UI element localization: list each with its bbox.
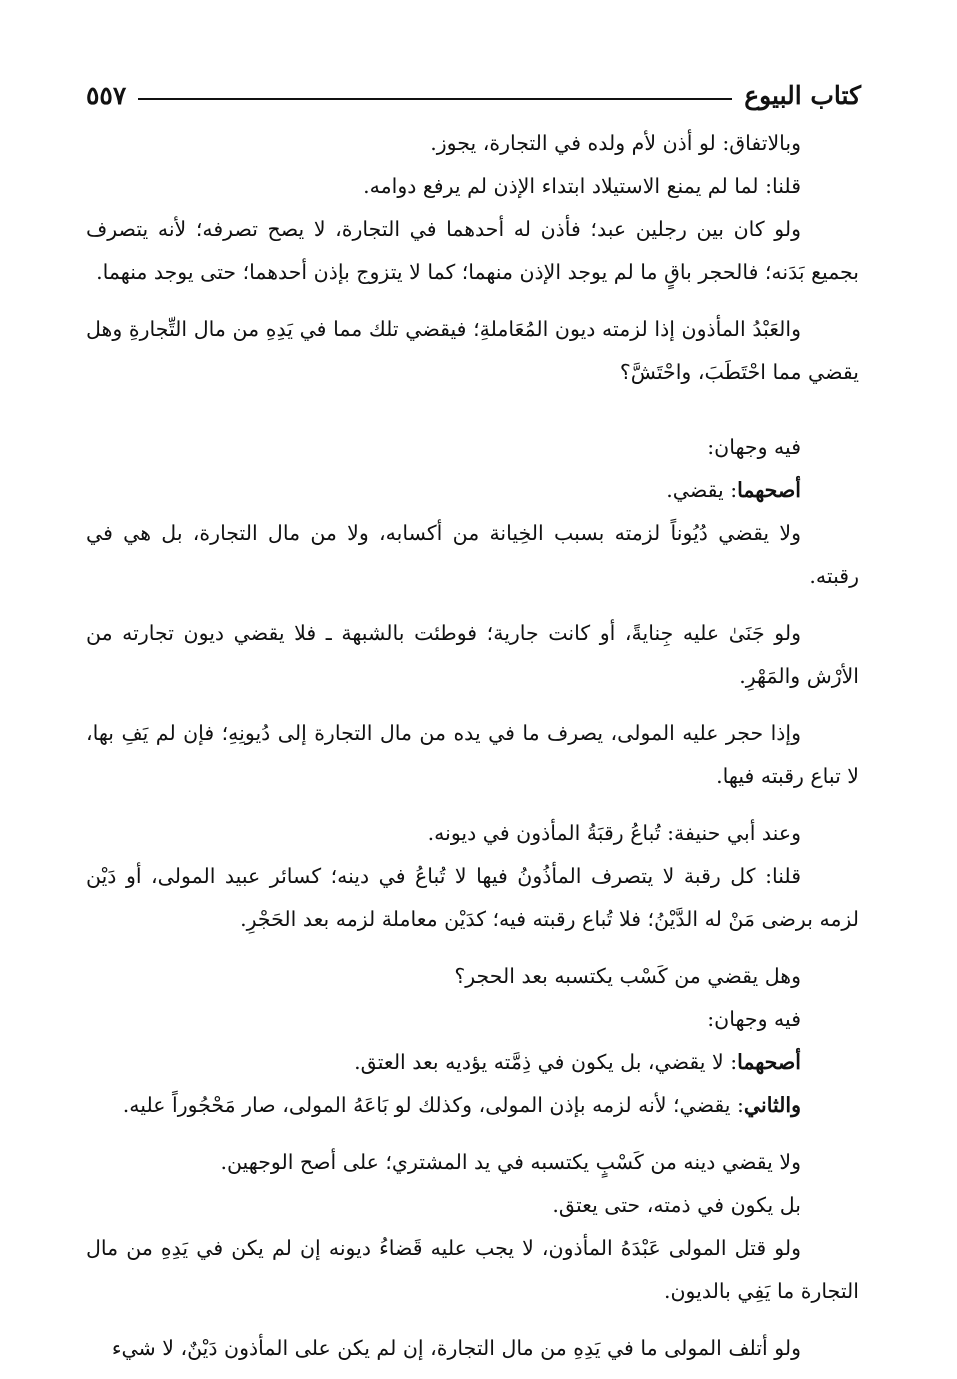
paragraph: أصحهما: لا يقضي، بل يكون في ذِمَّته يؤديه بعد العتق. bbox=[354, 1050, 801, 1074]
paragraph: وهل يقضي من كَسْب يكتسبه بعد الحجر؟ bbox=[454, 964, 801, 988]
paragraph: قلنا: لما لم يمنع الاستيلاد ابتداء الإذن لم يرفع دوامه. bbox=[363, 174, 801, 198]
paragraph: ولو قتل المولى عَبْدَهُ المأذون، لا يجب عليه قَضاءُ ديونه إن لم يكن في يَدِهِ من مال التجارة ما يَفِي بالديون. bbox=[86, 1236, 859, 1303]
paragraph: فيه وجهان: bbox=[707, 1007, 801, 1031]
paragraph: قلنا: كل رقبة لا يتصرف المأذُونُ فيها لا تُباعُ في دينه؛ كسائر عبيد المولى، أو دَيْن لزمه برضى مَنْ له الدَّيْنُ؛ فلا تُباع رقبته فيه؛ كدَيْن معاملة لزمه بعد الحَجْرِ. bbox=[86, 864, 859, 931]
paragraph: وبالاتفاق: لو أذن لأم ولده في التجارة، يجوز. bbox=[430, 131, 801, 155]
paragraph: ولو كان بين رجلين عبد؛ فأذن له أحدهما في التجارة، لا يصح تصرفه؛ لأنه يتصرف بجميع بَدَنه؛ فالحجر باقٍ ما لم يوجد الإذن منهما؛ كما لا يتزوج بإذن أحدهما؛ حتى يوجد منهما. bbox=[86, 217, 859, 284]
paragraph: بل يكون في ذمته، حتى يعتق. bbox=[552, 1193, 801, 1217]
book-title: كتاب البيوع bbox=[744, 81, 861, 110]
paragraph: والعَبْدُ المأذون إذا لزمته ديون المُعَاملةِ؛ فيقضي تلك مما في يَدِهِ من مال التِّجارةِ وهل يقضي مما احْتَطَبَ، واحْتَشَّ؟ bbox=[86, 317, 859, 384]
paragraph: وعند أبي حنيفة: تُباعُ رقبَةُ المأذون في ديونه. bbox=[427, 821, 801, 845]
page-body bbox=[86, 122, 859, 1370]
page-header bbox=[86, 70, 861, 110]
bold-lead: والثاني bbox=[743, 1093, 801, 1117]
paragraph: أصحهما: يقضي. bbox=[666, 478, 801, 502]
paragraph: ولو جَنَىٰ عليه جِنايةً، أو كانت جارية؛ فوطئت بالشبهة ـ فلا يقضي ديون تجارته من الأرْش والمَهْرِ. bbox=[86, 621, 859, 688]
bold-lead: أصحهما bbox=[737, 1050, 801, 1074]
page-number: ٥٥٧ bbox=[86, 81, 127, 110]
paragraph: ولا يقضي دينه من كَسْبٍ يكتسبه في يد المشتري؛ على أصح الوجهين. bbox=[220, 1150, 801, 1174]
bold-lead: أصحهما bbox=[737, 478, 801, 502]
paragraph: فيه وجهان: bbox=[707, 435, 801, 459]
header-rule bbox=[138, 98, 732, 100]
paragraph: ولا يقضي دُيُوناً لزمته بسبب الخِيانة من أكسابه، ولا من مال التجارة، بل هي في رقبته. bbox=[86, 521, 859, 588]
paragraph: ولو أتلف المولى ما في يَدِهِ من مال التجارة، إن لم يكن على المأذون دَيْنٌ، لا شيء bbox=[111, 1336, 801, 1360]
paragraph: وإذا حجر عليه المولى، يصرف ما في يده من مال التجارة إلى دُيونِهِ؛ فإن لم يَفِ بها، لا تباع رقبته فيها. bbox=[86, 721, 859, 788]
paragraph: والثاني: يقضي؛ لأنه لزمه بإذن المولى، وكذلك لو بَاعَهُ المولى، صار مَحْجُوراً عليه. bbox=[122, 1093, 801, 1117]
